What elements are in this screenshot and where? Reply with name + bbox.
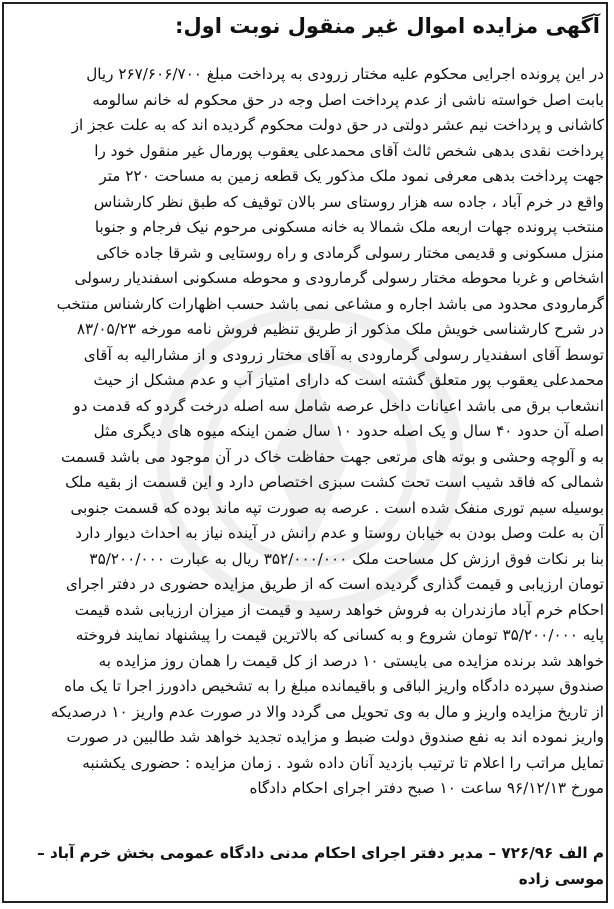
notice-body-line: منزل مسکونی و قدیمی مختار رسولی گرمادی و راه روستایی و شرقا جاده خاکی (96, 243, 604, 262)
notice-body-line: بابت اصل خواسته ناشی از عدم پرداخت اصل وجه در حق محکوم له خانم سالومه (92, 90, 604, 109)
notice-footer-line: موسی زاده (518, 870, 604, 888)
notice-body-line: انشعاب برق می باشد اعیانات داخل عرصه شامل سه اصله درخت گردو که قدمت دو (73, 396, 604, 415)
notice-body-line: بوسیله سیم توری منفک شده است . عرصه به صورت تپه ماند بوده که قسمت جنوبی (70, 498, 604, 517)
notice-body-line: صندوق سپرده دادگاه واریز الباقی و باقیمانده مبلغ را به تشخیص دادورز اجرا تا یک ماه (64, 677, 604, 695)
notice-body-line: گرمارودی محدود می باشد اجاره و مشاعی نمی باشد حسب اظهارات کارشناس منتخب (56, 294, 604, 313)
notice-body-line: منتخب پرونده جهات اربعه ملک شمالا به خانه مسکونی مرحوم نیک فرجام و جنوبا (94, 218, 604, 236)
notice-body-line: تمایل مراتب را اعلام تا ترتیب بازدید آنان داده شود . زمان مزایده : حضوری یکشنبه (82, 753, 604, 772)
notice-body-line: محمدعلی یعقوب پور متعلق گشته است که دارای امتیاز آب و عدم مشکل از حیث (93, 371, 604, 389)
notice-body-line: جهت پرداخت بدهی معرفی نمود ملک مذکور یک قطعه زمین به مساحت ۲۲۰ متر (99, 167, 604, 185)
notice-body-line: توسط آقای اسفندیار رسولی گرمارودی به آقای مختار زرودی و از مشارالیه به آقای (83, 345, 604, 364)
notice-body-line: احکام خرم آباد مازندران به فروش خواهد رسید و قیمت از میزان ارزیابی شده قیمت (74, 600, 604, 619)
notice-body-line: تومان ارزیابی و قیمت گذاری گردیده است که از طریق مزایده حضوری در دفتر اجرای (65, 575, 604, 593)
notice-body (10, 62, 604, 802)
notice-body-line: پرداخت نقدی بدهی شخص ثالث آقای محمدعلی یعقوب پورمال غیر منقول خود را (94, 141, 604, 160)
notice-footer-line: م الف ۷۲۶/۹۶ – مدیر دفتر اجرای احکام مدنی دادگاه عمومی بخش خرم آباد – (37, 844, 604, 862)
notice-body-line: در شرح کارشناسی خویش ملک مذکور از طریق تنظیم فروش نامه مورخه ۸۳/۰۵/۲۳ (76, 320, 604, 338)
notice-body-line: شمالی که فاقد شیب است تحت کشت سبزی اختصاص دارد و این قسمت از بقیه ملک (65, 473, 604, 491)
notice-body-line: آن به علت وصل بودن به خیابان روستا و عدم رانش در آینده نیاز به احداث دیوار دارد (75, 524, 604, 542)
notice-body-line: مورخ ۹۶/۱۲/۱۳ ساعت ۱۰ صبح دفتر اجرای احکام دادگاه (249, 779, 604, 797)
notice-title: آگهی مزایده اموال غیر منقول نوبت اول: (175, 14, 600, 38)
notice-body-line: واریز نموده اند به نفع صندوق دولت ضبط و مزایده تجدید خواهد شد طالبین در صورت (66, 728, 604, 746)
notice-body-line: در این پرونده اجرایی محکوم علیه مختار زرودی به پرداخت مبلغ ۲۶۷/۶۰۶/۷۰۰ ریال (86, 65, 604, 83)
notice-body-line: اشخاص و غربا محوطه مختار رسولی گرمارودی و محوطه مسکونی اسفندیار رسولی (74, 269, 604, 287)
notice-body-line: بنا بر نکات فوق ارزش کل مساحت ملک ۳۵۲/۰۰۰/۰۰۰ ریال به عبارت ۳۵/۲۰۰/۰۰۰ (89, 549, 604, 568)
notice-body-line: واقع در خرم آباد ، جاده سه هزار روستای سر بالان توقیف که طبق نظر کارشناس (93, 192, 604, 211)
notice-body-line: پایه ۳۵/۲۰۰/۰۰۰ تومان شروع و به کسانی که بالاترین قیمت را پیشنهاد نمایند فروخته (75, 626, 604, 644)
notice-footer (10, 840, 604, 892)
notice-body-line: از تاریخ مزایده واریز و مال به وی تحویل می گردد والا در صورت عدم واریز ۱۰ درصدیکه (50, 702, 604, 721)
notice-body-line: کاشانی و پرداخت نیم عشر دولتی در حق دولت محکوم گردیده اند که به علت عجز از (71, 116, 604, 134)
notice-body-line: خواهد شد برنده مزایده می بایستی ۱۰ درصد از کل قیمت را همان روز مزایده به (98, 651, 604, 670)
notice-body-line: اصله آن حدود ۴۰ سال و یک اصله حدود ۱۰ سال ضمن اینکه میوه های دیگری مثل (93, 422, 604, 440)
notice-body-line: به و آلوچه وحشی و بوته های مرتعی جهت حفاظت خاک در آن موجود می باشد قسمت (60, 447, 604, 466)
